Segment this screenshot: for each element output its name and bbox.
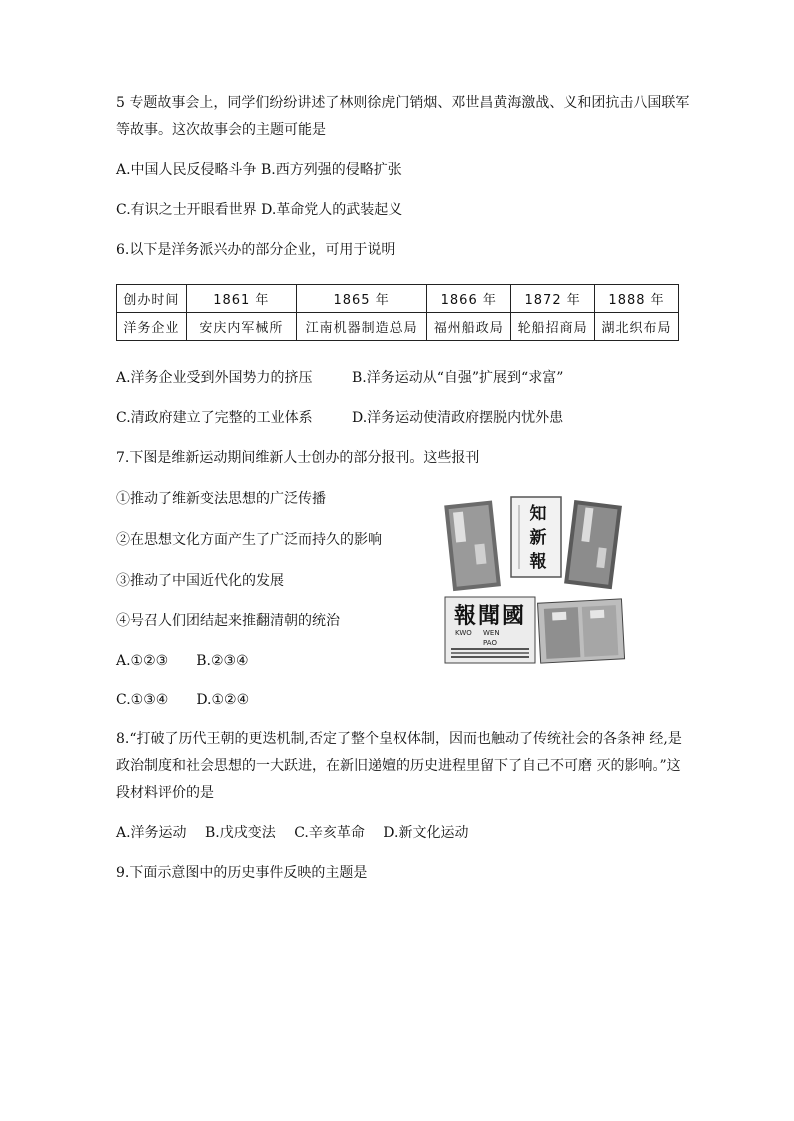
q8-options: A.洋务运动 B.戊戌变法 C.辛亥革命 D.新文化运动 xyxy=(116,825,469,841)
table-cell: 1872 年 xyxy=(511,285,595,313)
q5-options-line2: C.有识之士开眼看世界 D.革命党人的武装起义 xyxy=(116,202,403,218)
zhixinbao-char-1: 知 xyxy=(529,504,547,524)
q6-option-b: B.洋务运动从“自强”扩展到“求富” xyxy=(352,370,564,386)
table-cell: 安庆内军械所 xyxy=(186,313,296,341)
zhixinbao-char-3: 報 xyxy=(529,552,547,572)
q6-option-a: A.洋务企业受到外国势力的挤压 xyxy=(116,370,313,386)
q5-stem-line1: 5 专题故事会上，同学们纷纷讲述了林则徐虎门销烟、邓世昌黄海激战、义和团抗击八国联军 xyxy=(116,95,690,111)
table-cell: 湖北织布局 xyxy=(595,313,679,341)
table-cell: 福州船政局 xyxy=(427,313,511,341)
table-cell: 1865 年 xyxy=(296,285,426,313)
q7-options-line2: C.①③④ D.①②④ xyxy=(116,692,250,708)
q7-options-line1: A.①②③ B.②③④ xyxy=(116,653,249,669)
q8-line3: 段材料评价的是 xyxy=(116,785,214,801)
q7-item-4: ④号召人们团结起来推翻清朝的统治 xyxy=(116,613,340,629)
q6-option-c: C.清政府建立了完整的工业体系 xyxy=(116,410,313,426)
table-cell: 江南机器制造总局 xyxy=(296,313,426,341)
q7-item-2: ②在思想文化方面产生了广泛而持久的影响 xyxy=(116,532,382,548)
table-cell: 创办时间 xyxy=(117,285,187,313)
table-row xyxy=(117,285,679,313)
q7-item-1: ①推动了维新变法思想的广泛传播 xyxy=(116,491,326,507)
q5-options-line1: A.中国人民反侵略斗争 B.西方列强的侵略扩张 xyxy=(116,162,402,178)
q7-stem: 7.下图是维新运动期间维新人士创办的部分报刊。这些报刊 xyxy=(116,450,480,466)
q8-line2: 政治制度和社会思想的一大跃进，在新旧递嬗的历史进程里留下了自己不可磨 灭的影响。”这 xyxy=(116,758,681,774)
q8-line1: 8.“打破了历代王朝的更迭机制,否定了整个皇权体制，因而也触动了传统社会的各条神 经,是 xyxy=(116,731,682,747)
q9-stem: 9.下面示意图中的历史事件反映的主题是 xyxy=(116,865,368,881)
table-cell: 洋务企业 xyxy=(117,313,187,341)
booklet-left xyxy=(444,501,501,592)
q6-option-d: D.洋务运动使清政府摆脱内忧外患 xyxy=(352,410,564,426)
q5-stem-line2: 等故事。这次故事会的主题可能是 xyxy=(116,122,326,138)
table-cell: 轮船招商局 xyxy=(511,313,595,341)
kwo-label: KWO xyxy=(455,629,472,637)
booklet-right xyxy=(564,500,622,589)
table-cell: 1888 年 xyxy=(595,285,679,313)
table-cell: 1861 年 xyxy=(186,285,296,313)
table-row xyxy=(117,313,679,341)
wen-label: WEN xyxy=(483,629,500,637)
table-cell: 1866 年 xyxy=(427,285,511,313)
q6-stem: 6.以下是洋务派兴办的部分企业，可用于说明 xyxy=(116,242,396,258)
newspapers-photo xyxy=(441,495,627,665)
q6-enterprise-table xyxy=(116,284,679,341)
q7-item-3: ③推动了中国近代化的发展 xyxy=(116,573,284,589)
pao-label: PAO xyxy=(483,639,497,647)
second-newspaper xyxy=(538,599,625,663)
zhixinbao-char-2: 新 xyxy=(529,528,547,548)
guowenbao-title: 報聞國 xyxy=(453,603,527,629)
